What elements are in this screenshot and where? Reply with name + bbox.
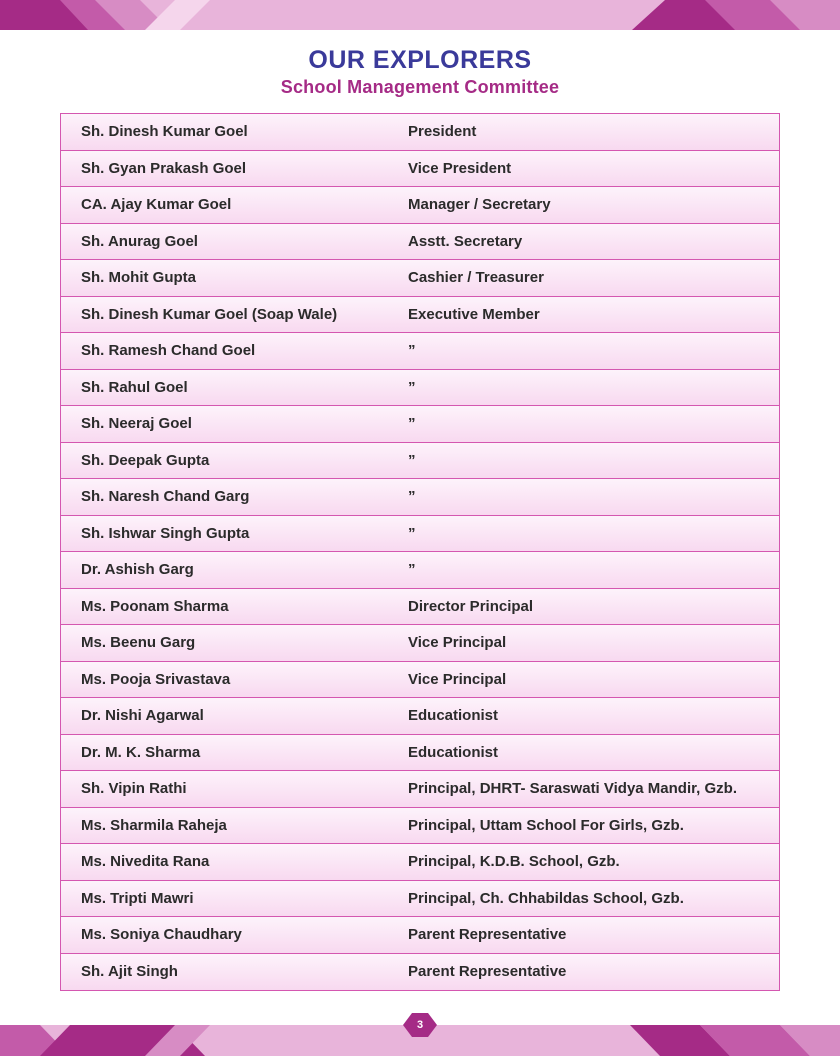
- table-row: [61, 479, 779, 516]
- table-row: [61, 881, 779, 918]
- member-name: Sh. Anurag Goel: [81, 232, 198, 250]
- member-role: Principal, Uttam School For Girls, Gzb.: [408, 816, 684, 834]
- member-name: Ms. Soniya Chaudhary: [81, 926, 242, 944]
- member-role: Director Principal: [408, 597, 534, 615]
- member-name: Dr. Ashish Garg: [81, 561, 194, 579]
- table-row: [61, 662, 779, 699]
- member-role: Vice President: [408, 159, 512, 177]
- member-role: Principal, Ch. Chhabildas School, Gzb.: [408, 889, 684, 907]
- member-name: Sh. Ajit Singh: [81, 963, 178, 981]
- table-row: [61, 516, 779, 553]
- member-name: Sh. Deepak Gupta: [81, 451, 210, 469]
- member-role: President: [408, 123, 477, 141]
- table-row: [61, 698, 779, 735]
- page-subtitle: School Management Committee: [280, 77, 560, 97]
- member-name: Ms. Sharmila Raheja: [81, 816, 227, 834]
- member-role: ”: [408, 561, 416, 579]
- table-row: [61, 333, 779, 370]
- member-name: Ms. Beenu Garg: [81, 634, 196, 652]
- member-role: Asstt. Secretary: [408, 232, 523, 250]
- table-row: [61, 808, 779, 845]
- member-name: Sh. Ramesh Chand Goel: [81, 342, 256, 360]
- member-role: ”: [408, 488, 416, 506]
- member-name: Sh. Gyan Prakash Goel: [81, 159, 247, 177]
- table-row: [61, 589, 779, 626]
- table-row: [61, 771, 779, 808]
- member-role: ”: [408, 524, 416, 542]
- member-role: Educationist: [408, 743, 499, 761]
- table-row: [61, 260, 779, 297]
- member-role: Principal, DHRT- Saraswati Vidya Mandir, Gzb.: [408, 780, 737, 798]
- table-row: [61, 844, 779, 881]
- top-decorative-band: [0, 0, 840, 30]
- member-name: Sh. Vipin Rathi: [81, 780, 187, 798]
- member-name: Sh. Naresh Chand Garg: [81, 488, 250, 506]
- table-row: [61, 552, 779, 589]
- member-name: Ms. Nivedita Rana: [81, 853, 210, 871]
- table-row: [61, 735, 779, 772]
- table-row: [61, 954, 779, 991]
- member-role: ”: [408, 342, 416, 360]
- member-role: Vice Principal: [408, 634, 507, 652]
- member-role: Principal, K.D.B. School, Gzb.: [408, 853, 620, 871]
- member-role: ”: [408, 415, 416, 433]
- table-row: [61, 224, 779, 261]
- table-row: [61, 625, 779, 662]
- member-role: Parent Representative: [408, 963, 567, 981]
- member-role: Cashier / Treasurer: [408, 269, 544, 287]
- member-name: Ms. Pooja Srivastava: [81, 670, 231, 688]
- member-name: Dr. M. K. Sharma: [81, 743, 201, 761]
- member-name: Sh. Dinesh Kumar Goel (Soap Wale): [81, 305, 338, 323]
- member-role: Vice Principal: [408, 670, 507, 688]
- page-number-badge: [403, 1013, 437, 1037]
- member-name: Dr. Nishi Agarwal: [81, 707, 204, 725]
- member-role: Parent Representative: [408, 926, 567, 944]
- member-name: Sh. Neeraj Goel: [81, 415, 192, 433]
- table-row: [61, 297, 779, 334]
- member-name: Sh. Rahul Goel: [81, 378, 188, 396]
- member-role: ”: [408, 451, 416, 469]
- table-row: [61, 370, 779, 407]
- member-role: ”: [408, 378, 416, 396]
- table-row: [61, 151, 779, 188]
- committee-table: [60, 113, 780, 991]
- page-number: 3: [416, 1019, 424, 1031]
- member-role: Executive Member: [408, 305, 540, 323]
- member-name: Sh. Mohit Gupta: [81, 269, 196, 287]
- table-row: [61, 917, 779, 954]
- member-name: Ms. Poonam Sharma: [81, 597, 229, 615]
- member-name: Sh. Dinesh Kumar Goel: [81, 123, 248, 141]
- member-role: Educationist: [408, 707, 499, 725]
- member-name: CA. Ajay Kumar Goel: [81, 196, 232, 214]
- member-name: Ms. Tripti Mawri: [81, 889, 194, 907]
- member-role: Manager / Secretary: [408, 196, 551, 214]
- table-row: [61, 187, 779, 224]
- table-row: [61, 443, 779, 480]
- member-name: Sh. Ishwar Singh Gupta: [81, 524, 250, 542]
- table-row: [61, 114, 779, 151]
- page-title: OUR EXPLORERS: [308, 46, 532, 74]
- table-row: [61, 406, 779, 443]
